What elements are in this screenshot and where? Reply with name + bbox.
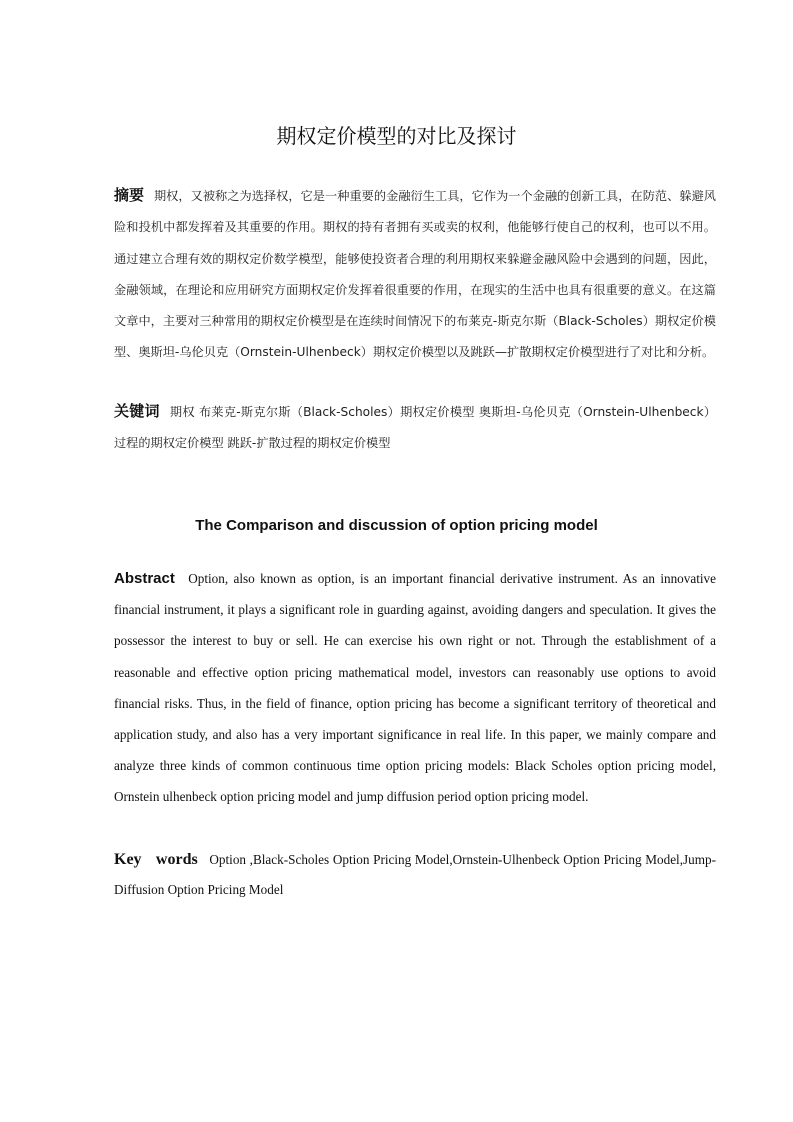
chinese-abstract-label: 摘要 [114,186,145,204]
chinese-keywords-label: 关键词 [114,402,160,420]
english-abstract-text: Option, also known as option, is an important financial derivative instrument. As an innovative financial instrument, it plays a significant role in guarding against, avoiding dangers and speculation. It gives the possessor the interest to buy or sell. He can exercise his own right or not. Through the establishment of a reasonable and effective option pricing mathematical model, investors can reasonably use options to avoid financial risks. Thus, in the field of finance, option pricing has become a significant territory of theoretical and application study, and also has a very important significance in real life. In this paper, we mainly compare and analyze three kinds of common continuous time option pricing models: Black Scholes option pricing model, Ornstein ulhenbeck option pricing model and jump diffusion period option pricing model. [114,571,716,805]
english-keywords-label: Key words [114,851,198,868]
english-keywords [114,845,716,905]
english-abstract [114,563,716,813]
english-abstract-label: Abstract [114,570,175,587]
chinese-abstract [114,180,716,369]
chinese-keywords [114,396,716,460]
chinese-title: 期权定价模型的对比及探讨 [276,124,517,148]
english-title: The Comparison and discussion of option pricing model [195,517,598,534]
chinese-keywords-text: 期权 布莱克-斯克尔斯（Black-Scholes）期权定价模型 奥斯坦-乌伦贝克（Ornstein-Ulhenbeck）过程的期权定价模型 跳跃-扩散过程的期权定价模型 [114,405,717,451]
chinese-abstract-text: 期权，又被称之为选择权，它是一种重要的金融衍生工具，它作为一个金融的创新工具，在防范、躲避风险和投机中都发挥着及其重要的作用。期权的持有者拥有买或卖的权利，他能够行使自己的权利，也可以不用。通过建立合理有效的期权定价数学模型，能够使投资者合理的利用期权来躲避金融风险中会遇到的问题，因此，金融领域，在理论和应用研究方面期权定价发挥着很重要的作用，在现实的生活中也具有很重要的意义。在这篇文章中，主要对三种常用的期权定价模型是在连续时间情况下的布莱克-斯克尔斯（Black-Scholes）期权定价模型、奥斯坦-乌伦贝克（Ornstein-Ulhenbeck）期权定价模型以及跳跃—扩散期权定价模型进行了对比和分析。 [114,189,716,360]
english-keywords-text: Option ,Black-Scholes Option Pricing Model,Ornstein-Ulhenbeck Option Pricing Model,Jump-Diffusion Option Pricing Model [114,852,716,897]
